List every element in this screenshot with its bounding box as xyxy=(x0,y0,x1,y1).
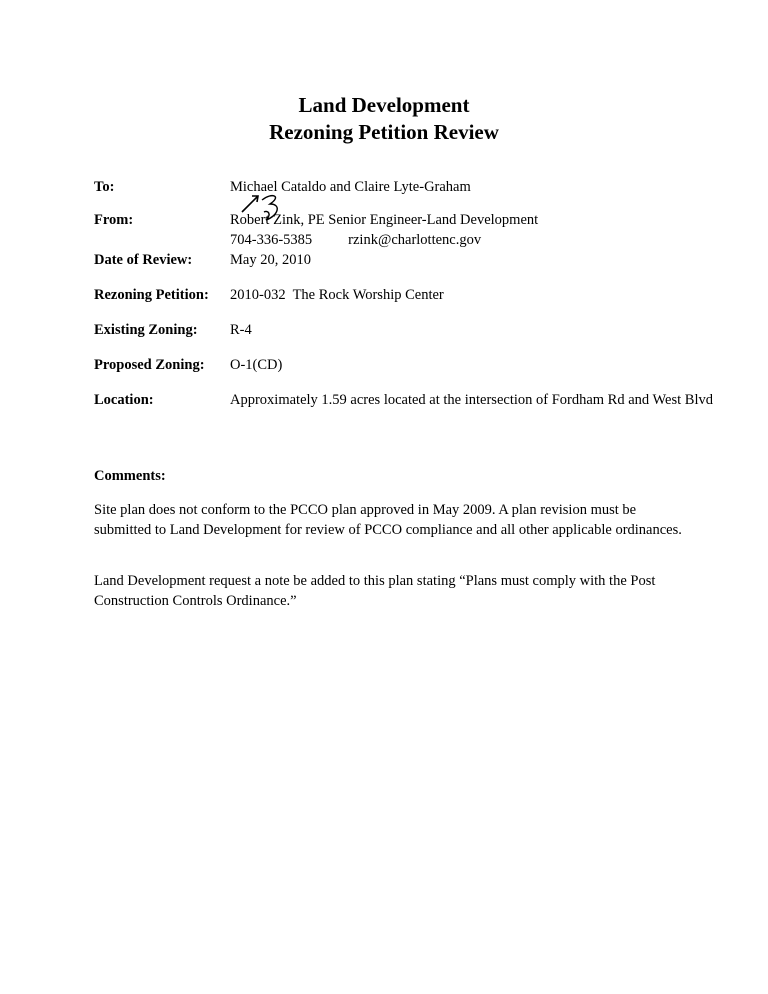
rezoning-petition-label: Rezoning Petition: xyxy=(94,287,209,303)
to-value: Michael Cataldo and Claire Lyte-Graham xyxy=(230,179,471,195)
existing-zoning-label: Existing Zoning: xyxy=(94,322,198,338)
document-title-line2: Rezoning Petition Review xyxy=(269,120,499,144)
signature-icon xyxy=(238,190,288,228)
from-contact xyxy=(230,231,481,250)
existing-zoning-value: R-4 xyxy=(230,322,252,338)
from-label: From: xyxy=(94,212,134,228)
to-label: To: xyxy=(94,179,115,195)
comment-paragraph-1: Site plan does not conform to the PCCO plan approved in May 2009. A plan revision must be submitted to Land Development for review of PCCO compliance and all other applicable ordinances. xyxy=(94,502,682,538)
rezoning-petition-value: 2010-032 The Rock Worship Center xyxy=(230,287,444,303)
comments-heading: Comments: xyxy=(94,468,166,484)
location-label: Location: xyxy=(94,392,154,408)
date-of-review-value: May 20, 2010 xyxy=(230,252,311,268)
from-name-title: Robert Zink, PE Senior Engineer-Land Development xyxy=(230,212,539,228)
from-email: rzink@charlottenc.gov xyxy=(348,232,482,248)
comment-paragraph-2: Land Development request a note be added to this plan stating “Plans must comply with the Post Construction Controls Ordinance.” xyxy=(94,573,656,609)
document-title-line1: Land Development xyxy=(298,93,470,117)
proposed-zoning-value: O-1(CD) xyxy=(230,357,283,373)
date-of-review-label: Date of Review: xyxy=(94,252,193,268)
location-value: Approximately 1.59 acres located at the intersection of Fordham Rd and West Blvd xyxy=(230,392,713,408)
from-phone: 704-336-5385 xyxy=(230,232,313,248)
proposed-zoning-label: Proposed Zoning: xyxy=(94,357,205,373)
